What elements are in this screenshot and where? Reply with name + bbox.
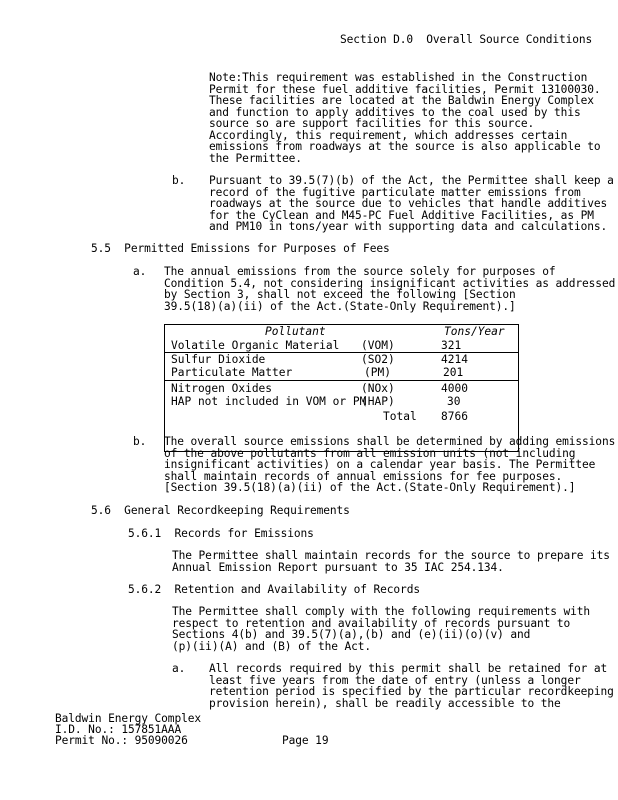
- col-header-pollutant: Pollutant: [265, 325, 326, 338]
- note-line: source so are support facilities for this source.: [209, 117, 535, 130]
- paragraph-line: Condition 5.4, not considering insignificant activities as addressed: [164, 276, 616, 290]
- note-line: Accordingly, this requirement, which addresses certain: [209, 128, 568, 142]
- table-row-value: 4214: [441, 353, 468, 366]
- note-line: emissions from roadways at the source is also applicable to: [209, 140, 601, 153]
- table-total-value: 8766: [441, 410, 468, 423]
- paragraph-line: 39.5(18)(a)(ii) of the Act.(State-Only Requirement).]: [164, 299, 516, 313]
- section-5-6-1-title: 5.6.1 Records for Emissions: [128, 527, 314, 540]
- section-5-6-2-title: 5.6.2 Retention and Availability of Records: [128, 583, 420, 596]
- table-row-abbrev: (PM): [364, 366, 391, 379]
- table-row-value: 201: [443, 366, 464, 379]
- note-line: Note:This requirement was established in the Construction: [209, 71, 588, 84]
- table-row-abbrev: (VOM): [361, 339, 395, 352]
- note-line: the Permittee.: [209, 151, 302, 165]
- note-line: These facilities are located at the Baldwin Energy Complex: [209, 94, 594, 107]
- page-number: Page 19: [282, 734, 329, 747]
- item-label: b.: [172, 174, 186, 187]
- paragraph-line: of the above pollutants from all emission units (not including: [164, 446, 576, 460]
- paragraph-line: The Permittee shall maintain records for the source to prepare its: [172, 549, 610, 562]
- item-label: a.: [172, 662, 186, 675]
- footer-permit-number: Permit No.: 95090026: [55, 734, 188, 747]
- table-row-pollutant: HAP not included in VOM or PM: [171, 395, 367, 408]
- emissions-table: [164, 324, 519, 452]
- table-row-value: 4000: [441, 382, 468, 395]
- table-row-pollutant: Particulate Matter: [171, 366, 293, 379]
- table-total-label: Total: [383, 410, 417, 423]
- paragraph-line: Sections 4(b) and 39.5(7)(a),(b) and (e)(ii)(o)(v) and: [172, 628, 531, 641]
- section-header: Section D.0 Overall Source Conditions: [340, 33, 593, 46]
- section-5-6-title: 5.6 General Recordkeeping Requirements: [91, 504, 350, 517]
- paragraph-line: The annual emissions from the source solely for purposes of: [164, 265, 556, 278]
- table-row-abbrev: (NOx): [361, 382, 395, 395]
- table-row-pollutant: Volatile Organic Material: [171, 339, 340, 352]
- item-line: record of the fugitive particulate matter emissions from: [209, 185, 581, 199]
- paragraph-line: The overall source emissions shall be determined by adding emissions: [164, 435, 616, 448]
- paragraph-line: respect to retention and availability of records pursuant to: [172, 616, 571, 630]
- table-row-abbrev: (SO2): [361, 353, 395, 366]
- table-row-abbrev: (HAP): [361, 395, 395, 408]
- footer-facility: Baldwin Energy Complex: [55, 712, 201, 725]
- item-line: Pursuant to 39.5(7)(b) of the Act, the Permittee shall keep a: [209, 174, 614, 187]
- table-row-value: 30: [447, 395, 461, 408]
- note-line: Permit for these fuel additive facilities, Permit 13100030.: [209, 82, 601, 96]
- paragraph-line: The Permittee shall comply with the following requirements with: [172, 605, 591, 618]
- paragraph-line: least five years from the date of entry (unless a longer: [209, 673, 581, 687]
- item-label: b.: [133, 435, 147, 448]
- paragraph-line: All records required by this permit shall be retained for at: [209, 662, 608, 675]
- paragraph-line: Annual Emission Report pursuant to 35 IAC 254.134.: [172, 560, 504, 574]
- section-5-5-title: 5.5 Permitted Emissions for Purposes of Fees: [91, 242, 390, 255]
- paragraph-line: provision herein), shall be readily accessible to the: [209, 696, 561, 710]
- footer-id-number: I.D. No.: 157851AAA: [55, 723, 182, 736]
- table-row-pollutant: Sulfur Dioxide: [171, 353, 266, 366]
- col-header-tons-year: Tons/Year: [444, 325, 505, 338]
- table-divider: [165, 380, 518, 381]
- paragraph-line: (p)(ii)(A) and (B) of the Act.: [172, 639, 372, 653]
- paragraph-line: shall maintain records of annual emissions for fee purposes.: [164, 469, 563, 483]
- item-line: roadways at the source due to vehicles that handle additives: [209, 197, 608, 210]
- paragraph-line: [Section 39.5(18)(a)(ii) of the Act.(State-Only Requirement).]: [164, 481, 576, 494]
- paragraph-line: retention period is specified by the particular recordkeeping: [209, 685, 614, 698]
- table-row-value: 321: [441, 339, 462, 352]
- note-line: and function to apply additives to the coal used by this: [209, 105, 581, 119]
- paragraph-line: by Section 3, shall not exceed the following [Section: [164, 288, 516, 301]
- item-label: a.: [133, 265, 147, 278]
- item-line: and PM10 in tons/year with supporting data and calculations.: [209, 220, 608, 233]
- paragraph-line: insignificant activities) on a calendar year basis. The Permittee: [164, 458, 596, 471]
- table-row-pollutant: Nitrogen Oxides: [171, 382, 273, 395]
- item-line: for the CyClean and M45-PC Fuel Additive Facilities, as PM: [209, 208, 594, 222]
